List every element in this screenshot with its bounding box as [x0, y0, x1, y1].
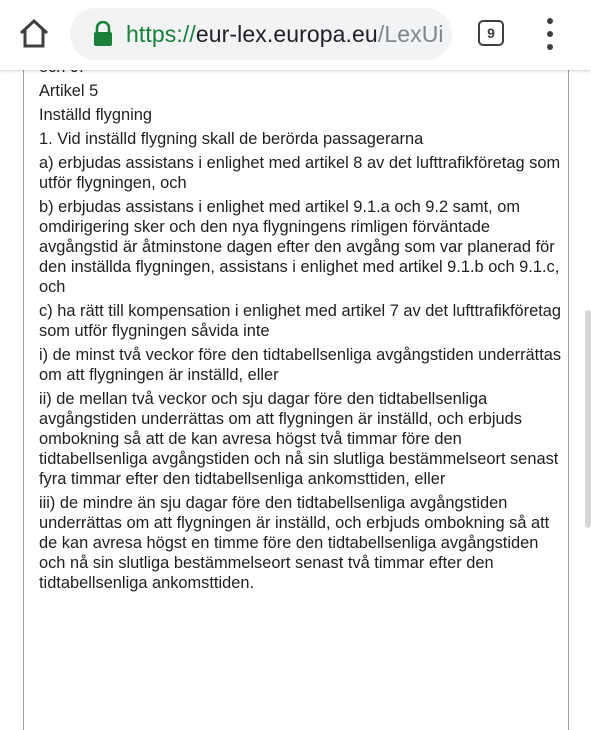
url-scheme: https:// — [126, 20, 196, 47]
article-title: Inställd flygning — [39, 106, 152, 124]
article-heading: Artikel 5 — [39, 82, 99, 100]
more-vert-icon — [547, 18, 553, 24]
url-host: eur-lex.europa.eu — [195, 20, 378, 47]
paragraph-iii: iii) de mindre än sju dagar före den tidtabellsenliga avgångstiden underrättas om att flygningen är inställd, och erbjuds ombokning så att de kan avresa högst en timme före den tidtabellsenliga avgångstiden och nå sin slutliga bestämmelseort senast två timmar efter den tidtabellsenliga ankomsttiden. — [39, 494, 550, 592]
home-icon — [17, 18, 51, 50]
paragraph-1: 1. Vid inställd flygning skall de berörda passagerarna — [39, 130, 424, 148]
paragraph-c: c) ha rätt till kompensation i enlighet med artikel 7 av det lufttrafikföretag som utför flygningen såvida inte — [39, 302, 562, 340]
document-text — [39, 63, 564, 597]
tab-count: 9 — [487, 25, 495, 41]
address-bar[interactable] — [70, 8, 452, 60]
paragraph-ii: ii) de mellan två veckor och sju dagar före den tidtabellsenliga avgångstiden underrättas om att flygningen är inställd, och erbjuds ombokning så att de kan avresa högst två timmar före den tidtabellsenliga avgångstiden och nå sin slutliga bestämmelseort senast fyra timmar efter den tidtabellsenliga ankomsttiden, eller — [39, 390, 559, 488]
lock-icon — [92, 21, 114, 47]
browser-toolbar — [0, 0, 591, 70]
paragraph-b: b) erbjudas assistans i enlighet med artikel 9.1.a och 9.2 samt, om omdirigering sker och den nya flygningens rimligen förväntade avgångstid är åtminstone dagen efter den avgång som var planerad för den inställda flygningen, assistans i enlighet med artikel 9.1.b och 9.1.c, och — [39, 198, 560, 296]
url-text — [126, 21, 444, 48]
overflow-menu-button[interactable] — [540, 16, 560, 52]
paragraph-i: i) de minst två veckor före den tidtabellsenliga avgångstiden underrättas om att flygningen är inställd, eller — [39, 346, 562, 384]
home-button[interactable] — [14, 14, 54, 54]
url-path: /LexUi — [377, 20, 444, 47]
tab-switcher-button[interactable] — [478, 20, 504, 46]
scrollbar-thumb[interactable] — [585, 310, 591, 528]
paragraph-a: a) erbjudas assistans i enlighet med artikel 8 av det lufttrafikföretag som utför flygningen, och — [39, 154, 561, 192]
